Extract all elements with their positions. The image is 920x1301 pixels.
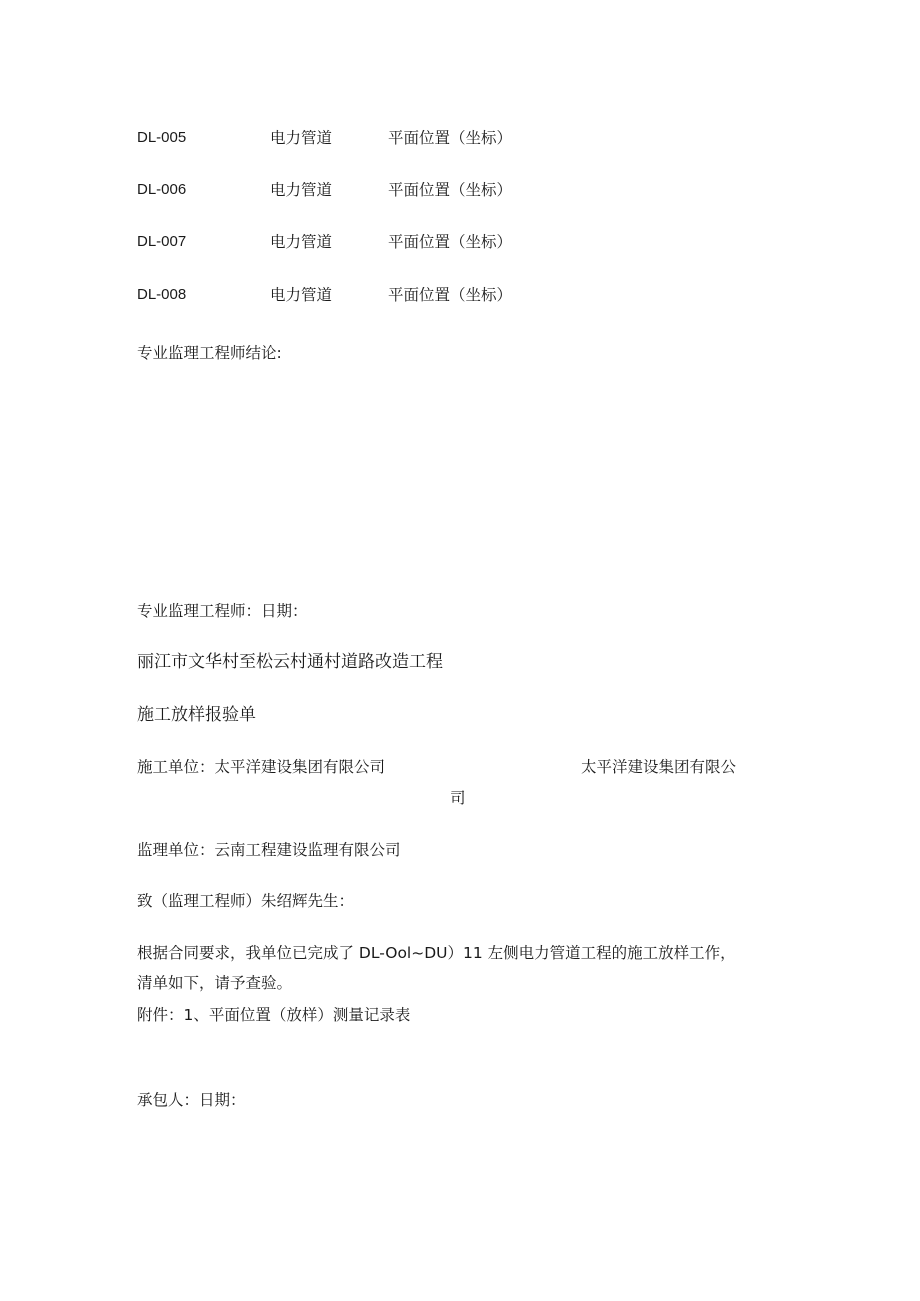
addressee: 致（监理工程师）朱绍辉先生：	[137, 892, 355, 910]
engineer-date-line: 专业监理工程师：日期：	[137, 602, 308, 620]
row-item: 平面位置（坐标）	[388, 286, 513, 304]
row-name: 电力管道	[270, 286, 333, 304]
construction-unit-line: 施工单位：太平洋建设集团有限公司	[137, 758, 386, 776]
row-code: DL-008	[137, 286, 187, 303]
attachment-line: 附件：1、平面位置（放样）测量记录表	[137, 1006, 411, 1024]
row-name: 电力管道	[270, 233, 333, 251]
row-code: DL-006	[137, 181, 187, 198]
construction-unit-repeat-tail: 司	[450, 789, 466, 807]
row-item: 平面位置（坐标）	[388, 181, 513, 199]
row-item: 平面位置（坐标）	[388, 129, 513, 147]
row-code: DL-007	[137, 233, 187, 250]
row-code: DL-005	[137, 129, 187, 146]
conclusion-label: 专业监理工程师结论:	[137, 344, 282, 362]
form-title: 施工放样报验单	[137, 705, 256, 725]
row-name: 电力管道	[270, 181, 333, 199]
contractor-date-line: 承包人：日期：	[137, 1091, 246, 1109]
supervision-unit-line: 监理单位：云南工程建设监理有限公司	[137, 841, 401, 859]
construction-unit-repeat: 太平洋建设集团有限公	[581, 758, 737, 776]
row-name: 电力管道	[270, 129, 333, 147]
project-title: 丽江市文华村至松云村通村道路改造工程	[137, 652, 443, 672]
body-line-1: 根据合同要求，我单位已完成了 DL-Ool~DU）11 左侧电力管道工程的施工放样工作，	[137, 944, 736, 962]
row-item: 平面位置（坐标）	[388, 233, 513, 251]
body-line-2: 清单如下，请予查验。	[137, 974, 293, 992]
